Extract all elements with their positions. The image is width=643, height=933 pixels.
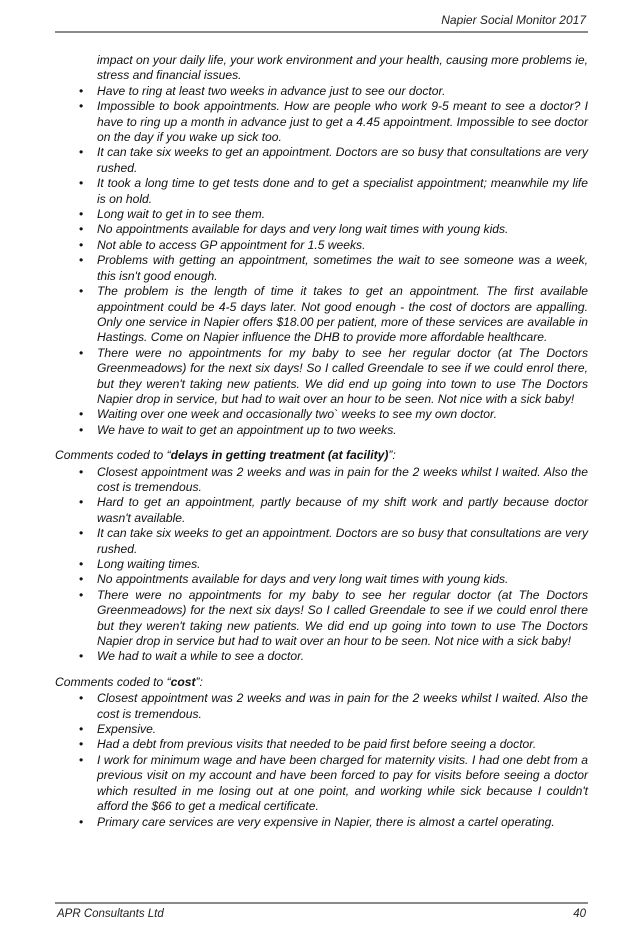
list-item: • No appointments available for days and very long wait times with young kids. <box>55 222 588 237</box>
section-heading-cost <box>55 675 588 690</box>
footer-company: APR Consultants Ltd <box>57 908 164 920</box>
header-rule <box>55 31 588 33</box>
list-item: • It took a long time to get tests done and to get a specialist appointment; meanwhile my life is on hold. <box>55 176 588 207</box>
list-item: • The problem is the length of time it takes to get an appointment. The first available appointment could be 4-5 days later. Not good enough - the cost of doctors are appalling. Only one service in Napier offers $18.00 per patient, more of these services are available in Hastings. Come on Napier influence the DHB to provide more affordable healthcare. <box>55 284 588 346</box>
document-body <box>55 53 588 830</box>
list-item: • Closest appointment was 2 weeks and was in pain for the 2 weeks whilst I waited. Also the cost is tremendous. <box>55 691 588 722</box>
cost-comments-list <box>55 691 588 830</box>
list-item: • Impossible to book appointments. How are people who work 9-5 meant to see a doctor? I have to ring up a month in advance just to get a 4.45 appointment. Impossible to see doctor on the day if you wake up sick too. <box>55 99 588 145</box>
continued-paragraph: impact on your daily life, your work environment and your health, causing more problems ie, stress and financial issues. <box>97 53 588 83</box>
list-item: • Have to ring at least two weeks in advance just to see our doctor. <box>55 84 588 99</box>
list-item: • I work for minimum wage and have been charged for maternity visits. I had one debt from a previous visit on my account and have been forced to pay for visits before seeing a doctor which resulted in me losing out at one point, and working while sick because I couldn't afford the $66 to get a medical certificate. <box>55 753 588 815</box>
list-item: • Hard to get an appointment, partly because of my shift work and partly because doctor wasn't available. <box>55 495 588 526</box>
list-item: • There were no appointments for my baby to see her regular doctor (at The Doctors Greenmeadows) for the next six days! So I called Greendale to see if we could enrol there but they weren't taking new patients. We did end up going into town to use The Doctors Napier drop in service but had to wait over an hour to be seen. Not nice with a sick baby! <box>55 588 588 650</box>
heading-suffix: ”: <box>388 448 396 463</box>
list-item: • Long waiting times. <box>55 557 588 572</box>
page-header-title: Napier Social Monitor 2017 <box>441 13 586 27</box>
list-item: • Closest appointment was 2 weeks and was in pain for the 2 weeks whilst I waited. Also the cost is tremendous. <box>55 465 588 496</box>
heading-topic: cost <box>170 674 196 689</box>
footer-rule <box>55 902 588 904</box>
section-heading-treatment-delays <box>55 448 588 463</box>
list-item: • Long wait to get in to see them. <box>55 207 588 222</box>
heading-topic: delays in getting treatment (at facility) <box>170 448 389 463</box>
heading-suffix: ”: <box>195 674 203 689</box>
list-item: • Expensive. <box>55 722 588 737</box>
list-item: • There were no appointments for my baby to see her regular doctor (at The Doctors Greenmeadows) for the next six days! So I called Greendale to see if we could enrol there, but they weren't taking new patients. We did end up going into town to use The Doctors Napier drop in service, but had to wait over an hour to be seen. Not nice with a sick baby! <box>55 346 588 408</box>
list-item: • Problems with getting an appointment, sometimes the wait to see someone was a week, this isn't good enough. <box>55 253 588 284</box>
list-item: • It can take six weeks to get an appointment. Doctors are so busy that consultations are very rushed. <box>55 526 588 557</box>
heading-prefix: Comments coded to “ <box>55 448 171 463</box>
treatment-delay-comments-list <box>55 465 588 665</box>
list-item: • Waiting over one week and occasionally two` weeks to see my own doctor. <box>55 407 588 422</box>
list-item: • We had to wait a while to see a doctor. <box>55 649 588 664</box>
list-item: • Not able to access GP appointment for 1.5 weeks. <box>55 238 588 253</box>
appointment-delay-comments-list <box>55 84 588 438</box>
list-item: • Primary care services are very expensive in Napier, there is almost a cartel operating. <box>55 815 588 830</box>
list-item: • Had a debt from previous visits that needed to be paid first before seeing a doctor. <box>55 737 588 752</box>
page-number: 40 <box>573 908 586 920</box>
list-item: • We have to wait to get an appointment up to two weeks. <box>55 423 588 438</box>
list-item: • It can take six weeks to get an appointment. Doctors are so busy that consultations are very rushed. <box>55 145 588 176</box>
list-item: • No appointments available for days and very long wait times with young kids. <box>55 572 588 587</box>
heading-prefix: Comments coded to “ <box>55 674 171 689</box>
